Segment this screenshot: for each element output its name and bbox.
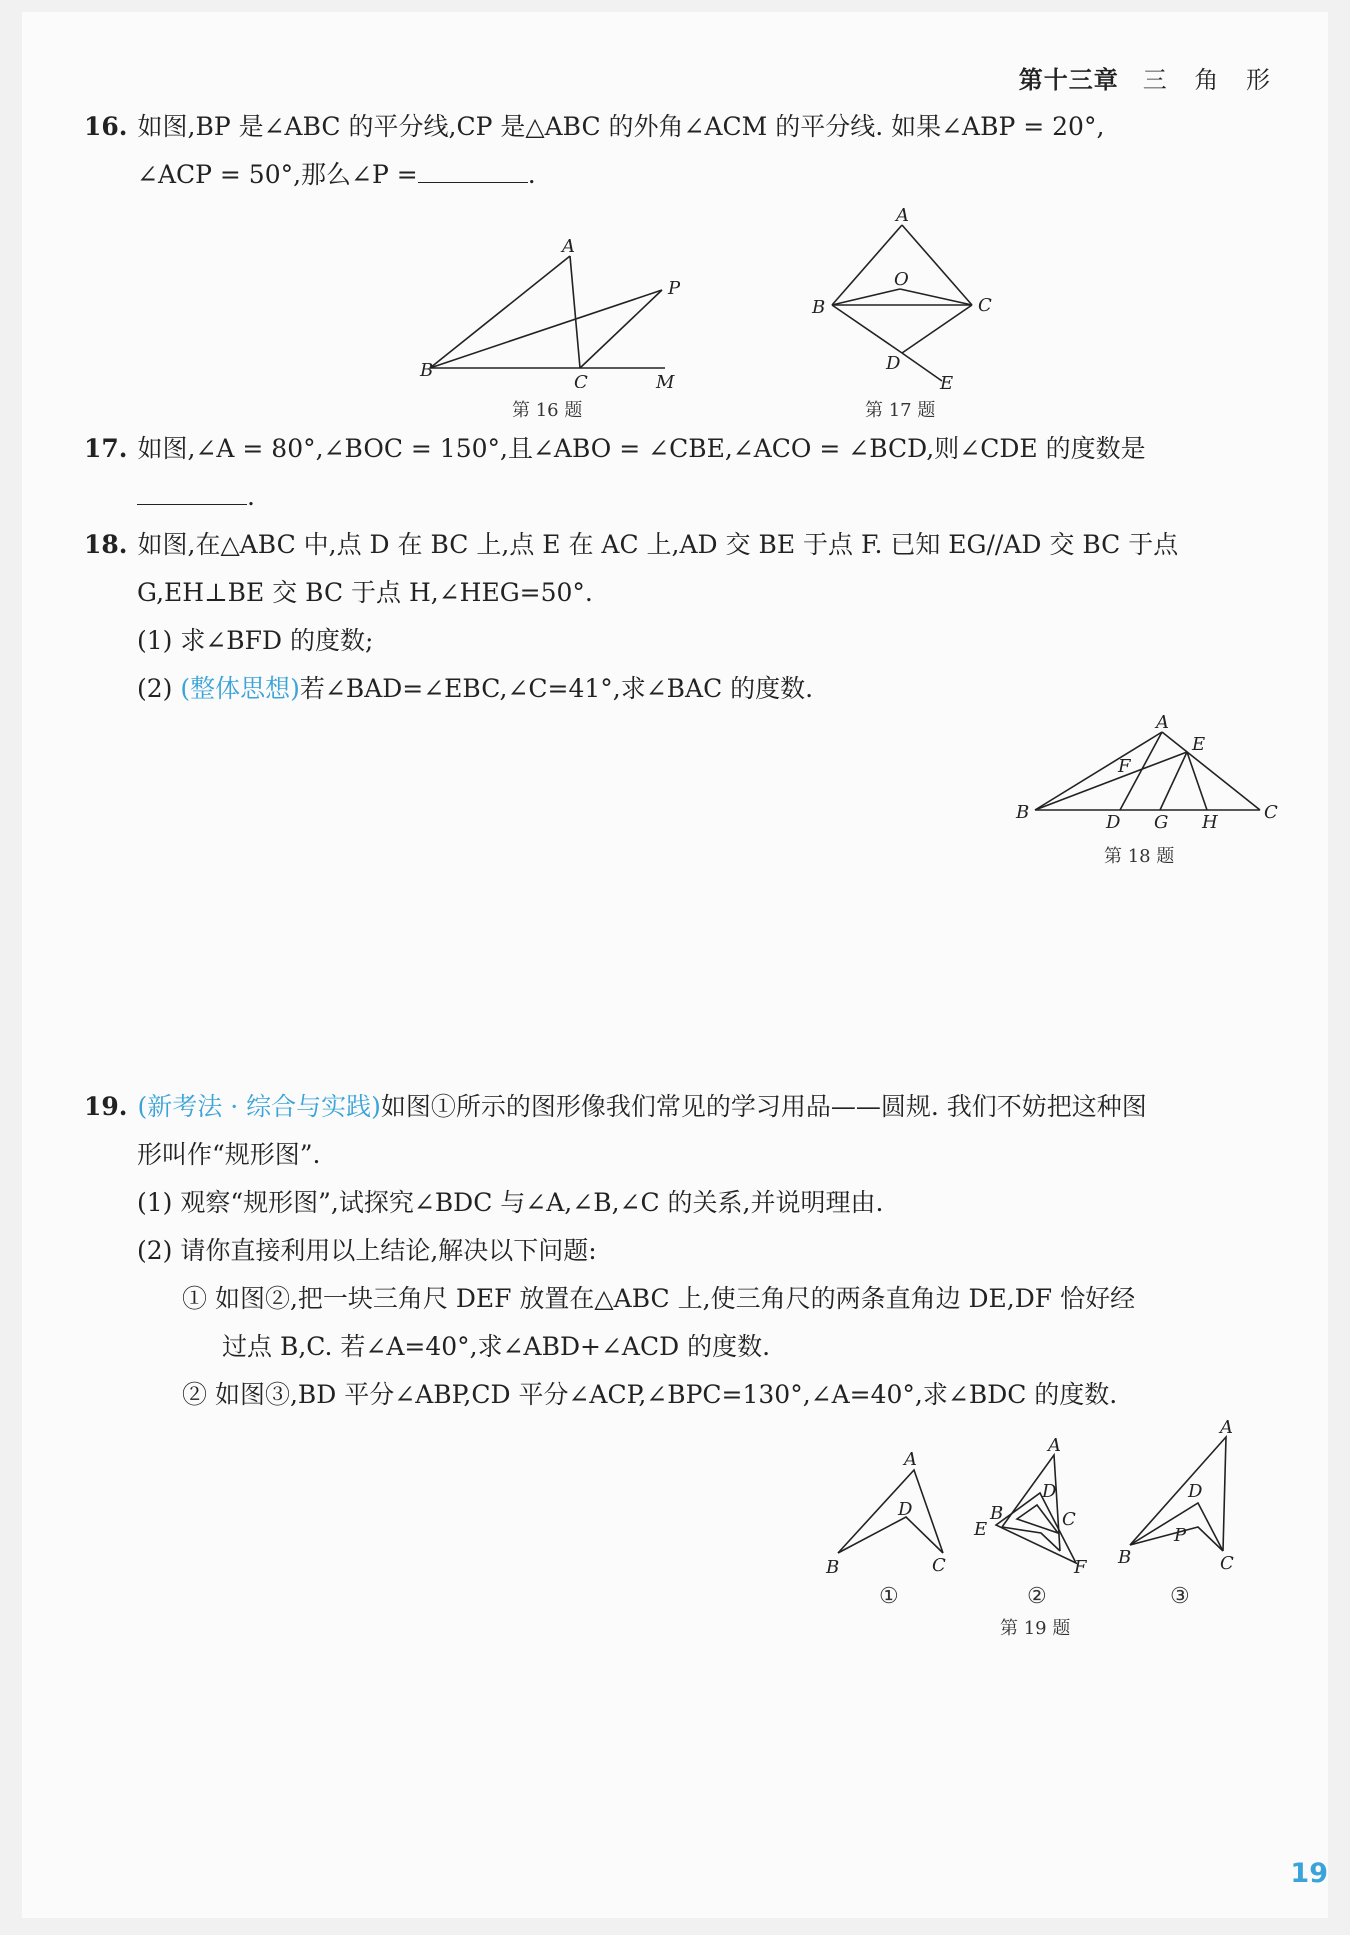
fig17-label-d: D [886, 353, 901, 374]
fig18-label-a: A [1156, 712, 1169, 733]
q19-sub1: (1) 观察“规形图”,试探究∠BDC 与∠A,∠B,∠C 的关系,并说明理由. [137, 1188, 884, 1217]
fig16-label-b: B [420, 360, 434, 381]
fig19-caption: 第 19 题 [1000, 1618, 1071, 1639]
q18-text: 如图,在△ABC 中,点 D 在 BC 上,点 E 在 AC 上,AD 交 BE 于点 F. 已知 EG//AD 交 BC 于点 [137, 530, 1179, 559]
fig17-label-c: C [978, 295, 992, 316]
fig18-label-d: D [1106, 812, 1121, 832]
fig18-label-b: B [1016, 802, 1030, 823]
fig19-sublabel-3: ③ [1170, 1584, 1190, 1609]
fig19-2-label-c: C [1062, 1509, 1076, 1530]
fig18-label-h: H [1202, 812, 1218, 832]
q18-line2: G,EH⊥BE 交 BC 于点 H,∠HEG=50°. [137, 578, 593, 607]
page-number: 19 [1290, 1858, 1328, 1889]
q16-line2 [137, 158, 536, 192]
fig19-3-label-b: B [1118, 1547, 1132, 1568]
q19-method-tag: (新考法 · 综合与实践) [137, 1092, 381, 1121]
q18-line1 [84, 528, 1178, 562]
q16-end: . [527, 160, 536, 189]
fig19-3-label-a: A [1220, 1417, 1233, 1438]
q18-method-tag: (整体思想) [180, 674, 300, 703]
fig17-caption: 第 17 题 [865, 400, 936, 421]
answer-blank[interactable] [418, 160, 528, 183]
fig16-label-m: M [656, 372, 675, 388]
q18-sub2-prefix: (2) [137, 674, 181, 703]
figure-17 [800, 205, 1000, 390]
fig19-1-label-d: D [898, 1499, 913, 1520]
q19-sub2: (2) 请你直接利用以上结论,解决以下问题: [137, 1236, 597, 1265]
q17-number: 17. [84, 434, 128, 463]
fig19-3-label-d: D [1188, 1481, 1203, 1502]
q18-sub2-text: 若∠BAD=∠EBC,∠C=41°,求∠BAC 的度数. [299, 674, 814, 703]
fig19-3-label-c: C [1220, 1553, 1234, 1574]
figure-18 [1010, 712, 1290, 832]
q19-line2: 形叫作“规形图”. [137, 1140, 321, 1169]
answer-blank[interactable] [137, 482, 247, 505]
fig19-2-label-e: E [974, 1519, 988, 1540]
q19-line1 [84, 1090, 1147, 1124]
q19-item1-line1: ① 如图②,把一块三角尺 DEF 放置在△ABC 上,使三角尺的两条直角边 DE,DF 恰好经 [182, 1284, 1136, 1313]
q18-number: 18. [84, 530, 128, 559]
q17-text: 如图,∠A = 80°,∠BOC = 150°,且∠ABO = ∠CBE,∠ACO = ∠BCD,则∠CDE 的度数是 [137, 434, 1146, 463]
fig17-label-b: B [812, 297, 826, 318]
q17-line2 [137, 480, 255, 514]
fig19-2-label-f: F [1074, 1557, 1087, 1578]
fig17-label-o: O [894, 269, 909, 290]
fig19-1-label-c: C [932, 1555, 946, 1576]
fig16-label-c: C [574, 372, 588, 388]
q19-item2: ② 如图③,BD 平分∠ABP,CD 平分∠ACP,∠BPC=130°,∠A=40°,求∠BDC 的度数. [182, 1380, 1118, 1409]
fig18-label-c: C [1264, 802, 1278, 823]
q18-sub1: (1) 求∠BFD 的度数; [137, 626, 374, 655]
section-title: 三 角 形 [1142, 66, 1280, 94]
figure-19 [818, 1415, 1248, 1610]
q19-item1-line2: 过点 B,C. 若∠A=40°,求∠ABD+∠ACD 的度数. [222, 1332, 771, 1361]
chapter-title: 第十三章 [1018, 65, 1119, 94]
fig18-label-f: F [1118, 756, 1131, 777]
q18-sub2 [137, 672, 813, 706]
q17-line1 [84, 432, 1146, 466]
fig17-label-e: E [940, 373, 954, 390]
q17-end: . [247, 482, 255, 511]
figure-16 [400, 228, 700, 388]
fig17-label-a: A [896, 205, 909, 226]
fig19-2-label-b: B [990, 1503, 1004, 1524]
q16-line1 [84, 110, 1104, 144]
q16-number: 16. [84, 112, 128, 141]
fig19-3-label-p: P [1174, 1525, 1187, 1546]
fig18-label-e: E [1192, 734, 1206, 755]
fig19-2-label-a: A [1048, 1435, 1061, 1456]
fig18-caption: 第 18 题 [1104, 846, 1175, 867]
fig19-sublabel-1: ① [879, 1584, 899, 1609]
fig19-1-label-b: B [826, 1557, 840, 1578]
q16-text-2: ∠ACP = 50°,那么∠P = [137, 160, 418, 189]
fig19-2-label-d: D [1042, 1481, 1057, 1502]
fig19-1-label-a: A [904, 1449, 917, 1470]
q19-text: 如图①所示的图形像我们常见的学习用品——圆规. 我们不妨把这种图 [380, 1092, 1147, 1121]
fig19-sublabel-2: ② [1027, 1584, 1047, 1609]
chapter-header [1019, 60, 1280, 95]
q19-number: 19. [84, 1092, 128, 1121]
q16-text: 如图,BP 是∠ABC 的平分线,CP 是△ABC 的外角∠ACM 的平分线. 如果∠ABP = 20°, [137, 112, 1105, 141]
fig18-label-g: G [1154, 812, 1169, 832]
fig16-label-a: A [562, 236, 575, 257]
fig16-caption: 第 16 题 [512, 400, 583, 421]
fig16-label-p: P [668, 278, 681, 299]
